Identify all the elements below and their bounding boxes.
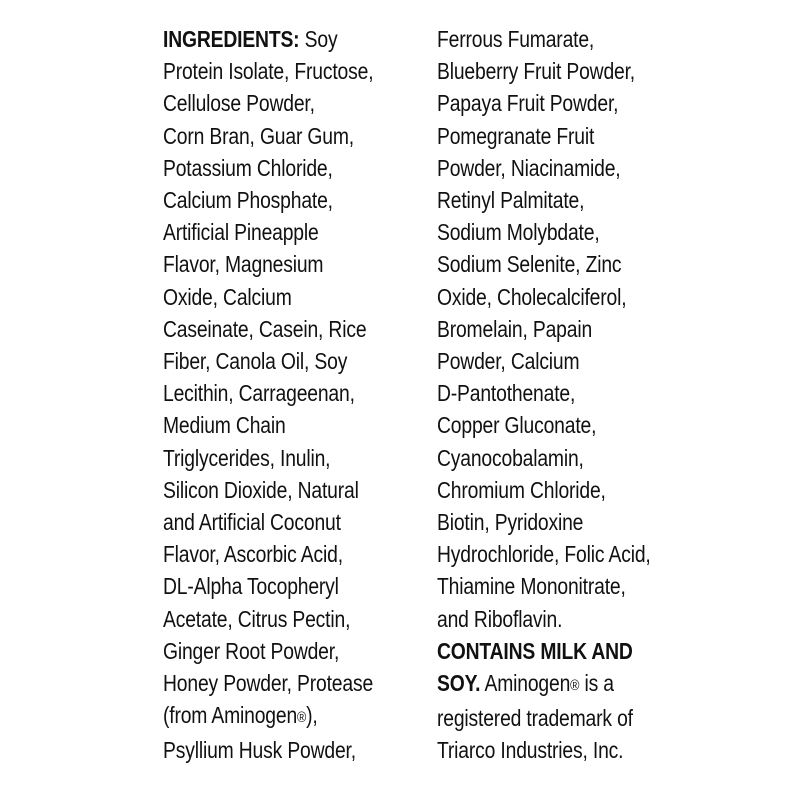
ingredients-right-line-4: Powder, Niacinamide, <box>437 154 621 181</box>
ingredients-label: INGREDIENTS: <box>163 26 300 52</box>
ingredients-left-column <box>163 23 373 767</box>
ingredients-line-9: Caseinate, Casein, Rice <box>163 315 367 342</box>
ingredients-right-line-14: Chromium Chloride, <box>437 476 606 503</box>
ingredients-line-6: Artificial Pineapple <box>163 219 319 246</box>
ingredients-right-line-1: Blueberry Fruit Powder, <box>437 58 636 85</box>
ingredients-line-5: Calcium Phosphate, <box>163 187 333 214</box>
ingredients-right-line-0: Ferrous Fumarate, <box>437 26 595 52</box>
trademark-is-a: is a <box>579 670 614 697</box>
ingredients-line-13: Triglycerides, Inulin, <box>163 444 331 471</box>
ingredients-line-11: Lecithin, Carrageenan, <box>163 380 355 407</box>
ingredients-right-column <box>437 23 651 767</box>
trademark-aminogen: Aminogen <box>480 670 571 697</box>
ingredients-line-17: DL-Alpha Tocopheryl <box>163 573 339 600</box>
aminogen-suffix: ), <box>306 702 318 729</box>
ingredients-right-line-17: Thiamine Mononitrate, <box>437 573 626 600</box>
ingredients-right-line-11: D-Pantothenate, <box>437 380 576 407</box>
ingredients-line-22: Psyllium Husk Powder, <box>163 737 356 764</box>
ingredients-right-line-7: Sodium Selenite, Zinc <box>437 251 622 278</box>
allergen-statement-line-2 <box>437 667 651 702</box>
ingredients-line-20: Honey Powder, Protease <box>163 670 374 697</box>
ingredients-line-4: Potassium Chloride, <box>163 154 333 181</box>
ingredients-right-line-5: Retinyl Palmitate, <box>437 187 585 214</box>
ingredients-right-line-16: Hydrochloride, Folic Acid, <box>437 541 651 568</box>
registered-mark-2: ® <box>570 677 580 695</box>
ingredients-right-line-6: Sodium Molybdate, <box>437 219 600 246</box>
ingredients-line-1: Protein Isolate, Fructose, <box>163 58 374 85</box>
trademark-line-3: registered trademark of <box>437 705 633 732</box>
ingredients-line-0 <box>163 23 373 55</box>
ingredients-line-18: Acetate, Citrus Pectin, <box>163 605 351 632</box>
ingredients-line-2: Cellulose Powder, <box>163 90 315 117</box>
ingredients-right-line-15: Biotin, Pyridoxine <box>437 509 584 536</box>
ingredients-line-3: Corn Bran, Guar Gum, <box>163 122 354 149</box>
trademark-line-4: Triarco Industries, Inc. <box>437 737 624 764</box>
allergen-soy: SOY. <box>437 670 481 697</box>
ingredients-line-12: Medium Chain <box>163 412 286 439</box>
aminogen-prefix: (from Aminogen <box>163 702 298 729</box>
ingredients-right-line-10: Powder, Calcium <box>437 348 580 375</box>
allergen-statement-line-1: CONTAINS MILK AND <box>437 637 633 664</box>
ingredients-line-19: Ginger Root Powder, <box>163 637 340 664</box>
ingredients-right-line-13: Cyanocobalamin, <box>437 444 584 471</box>
registered-mark: ® <box>297 709 307 727</box>
ingredients-right-line-12: Copper Gluconate, <box>437 412 597 439</box>
ingredients-line-16: Flavor, Ascorbic Acid, <box>163 541 343 568</box>
ingredients-right-line-18: and Riboflavin. <box>437 605 563 632</box>
ingredients-line-10: Fiber, Canola Oil, Soy <box>163 348 348 375</box>
ingredients-line-21 <box>163 699 373 734</box>
ingredients-line-8: Oxide, Calcium <box>163 283 292 310</box>
ingredients-line-14: Silicon Dioxide, Natural <box>163 476 359 503</box>
ingredients-right-line-3: Pomegranate Fruit <box>437 122 595 149</box>
ingredients-line-7: Flavor, Magnesium <box>163 251 324 278</box>
ingredients-line-0-text: Soy <box>299 26 338 52</box>
ingredients-right-line-9: Bromelain, Papain <box>437 315 593 342</box>
ingredients-right-line-2: Papaya Fruit Powder, <box>437 90 619 117</box>
ingredients-right-line-8: Oxide, Cholecalciferol, <box>437 283 627 310</box>
ingredients-line-15: and Artificial Coconut <box>163 509 341 536</box>
